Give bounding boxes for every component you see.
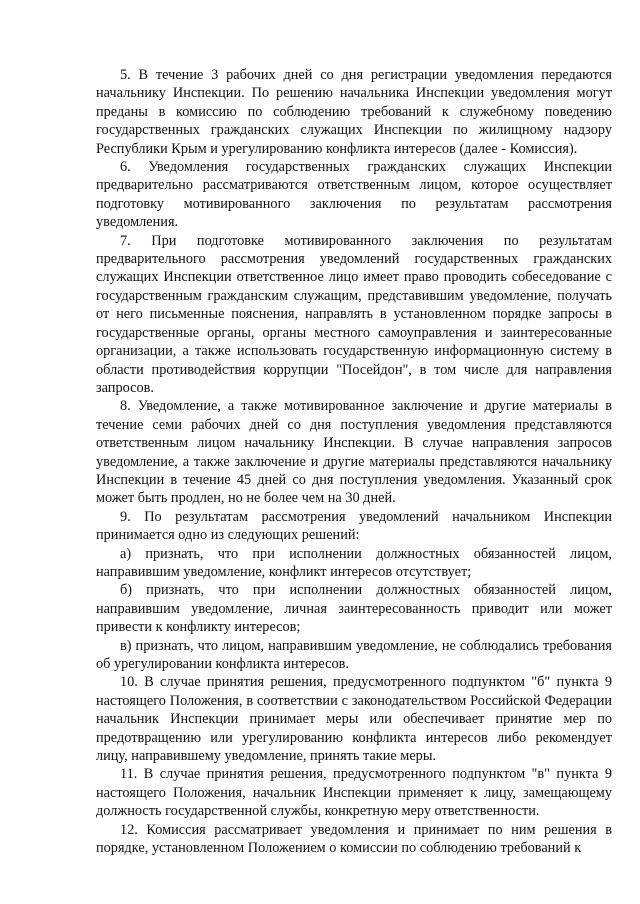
paragraph-11: 11. В случае принятия решения, предусмотренного подпунктом "в" пункта 9 настоящего Положения, начальник Инспекции применяет к лицу, замещающему должность государственной службы, конкретную меру ответственности. <box>96 766 612 820</box>
paragraph-7: 7. При подготовке мотивированного заключения по результатам предварительного рассмотрения уведомлений государственных гражданских служащих Инспекции ответственное лицо имеет право проводить собеседование с государственным гражданским служащим, представившим уведомление, получать от него письменные пояснения, направлять в установленном порядке запросы в государственные органы, органы местного самоуправления и заинтересованные организации, а также использовать государственную информационную систему в области противодействия коррупции "Посейдон", в том числе для направления запросов. <box>96 232 612 396</box>
paragraph-9-b: б) признать, что при исполнении должностных обязанностей лицом, направившим уведомление, личная заинтересованность приводит или может привести к конфликту интересов; <box>96 582 612 636</box>
paragraph-6: 6. Уведомления государственных гражданских служащих Инспекции предварительно рассматриваются ответственным лицом, которое осуществляет подготовку мотивированного заключения по результатам рассмотрения уведомления. <box>96 159 612 231</box>
paragraph-5: 5. В течение 3 рабочих дней со дня регистрации уведомления передаются начальнику Инспекции. По решению начальника Инспекции уведомления могут преданы в комиссию по соблюдению требований к служебному поведению государственных гражданских служащих Инспекции по жилищному надзору Республики Крым и урегулированию конфликта интересов (далее - Комиссия). <box>96 67 612 157</box>
paragraph-10: 10. В случае принятия решения, предусмотренного подпунктом "б" пункта 9 настоящего Положения, в соответствии с законодательством Российской Федерации начальник Инспекции принимает меры или обеспечивает принятие мер по предотвращению или урегулированию конфликта интересов либо рекомендует лицу, направившему уведомление, принять такие меры. <box>96 674 612 765</box>
paragraph-8: 8. Уведомление, а также мотивированное заключение и другие материалы в течение семи рабочих дней со дня поступления уведомления представляются ответственным лицом начальнику Инспекции. В случае направления запросов уведомление, а также заключение и другие материалы представляются начальнику Инспекции в течение 45 дней со дня поступления уведомления. Указанный срок может быть продлен, но не более чем на 30 дней. <box>96 398 612 507</box>
paragraph-9-c: в) признать, что лицом, направившим уведомление, не соблюдались требования об урегулировании конфликта интересов. <box>96 637 612 672</box>
paragraph-12: 12. Комиссия рассматривает уведомления и принимает по ним решения в порядке, установленном Положением о комиссии по соблюдению требований к <box>96 821 612 857</box>
paragraph-9-a: а) признать, что при исполнении должностных обязанностей лицом, направившим уведомление, конфликт интересов отсутствует; <box>96 545 612 580</box>
document-body <box>96 66 612 857</box>
paragraph-9: 9. По результатам рассмотрения уведомлений начальником Инспекции принимается одно из следующих решений: <box>96 508 612 544</box>
